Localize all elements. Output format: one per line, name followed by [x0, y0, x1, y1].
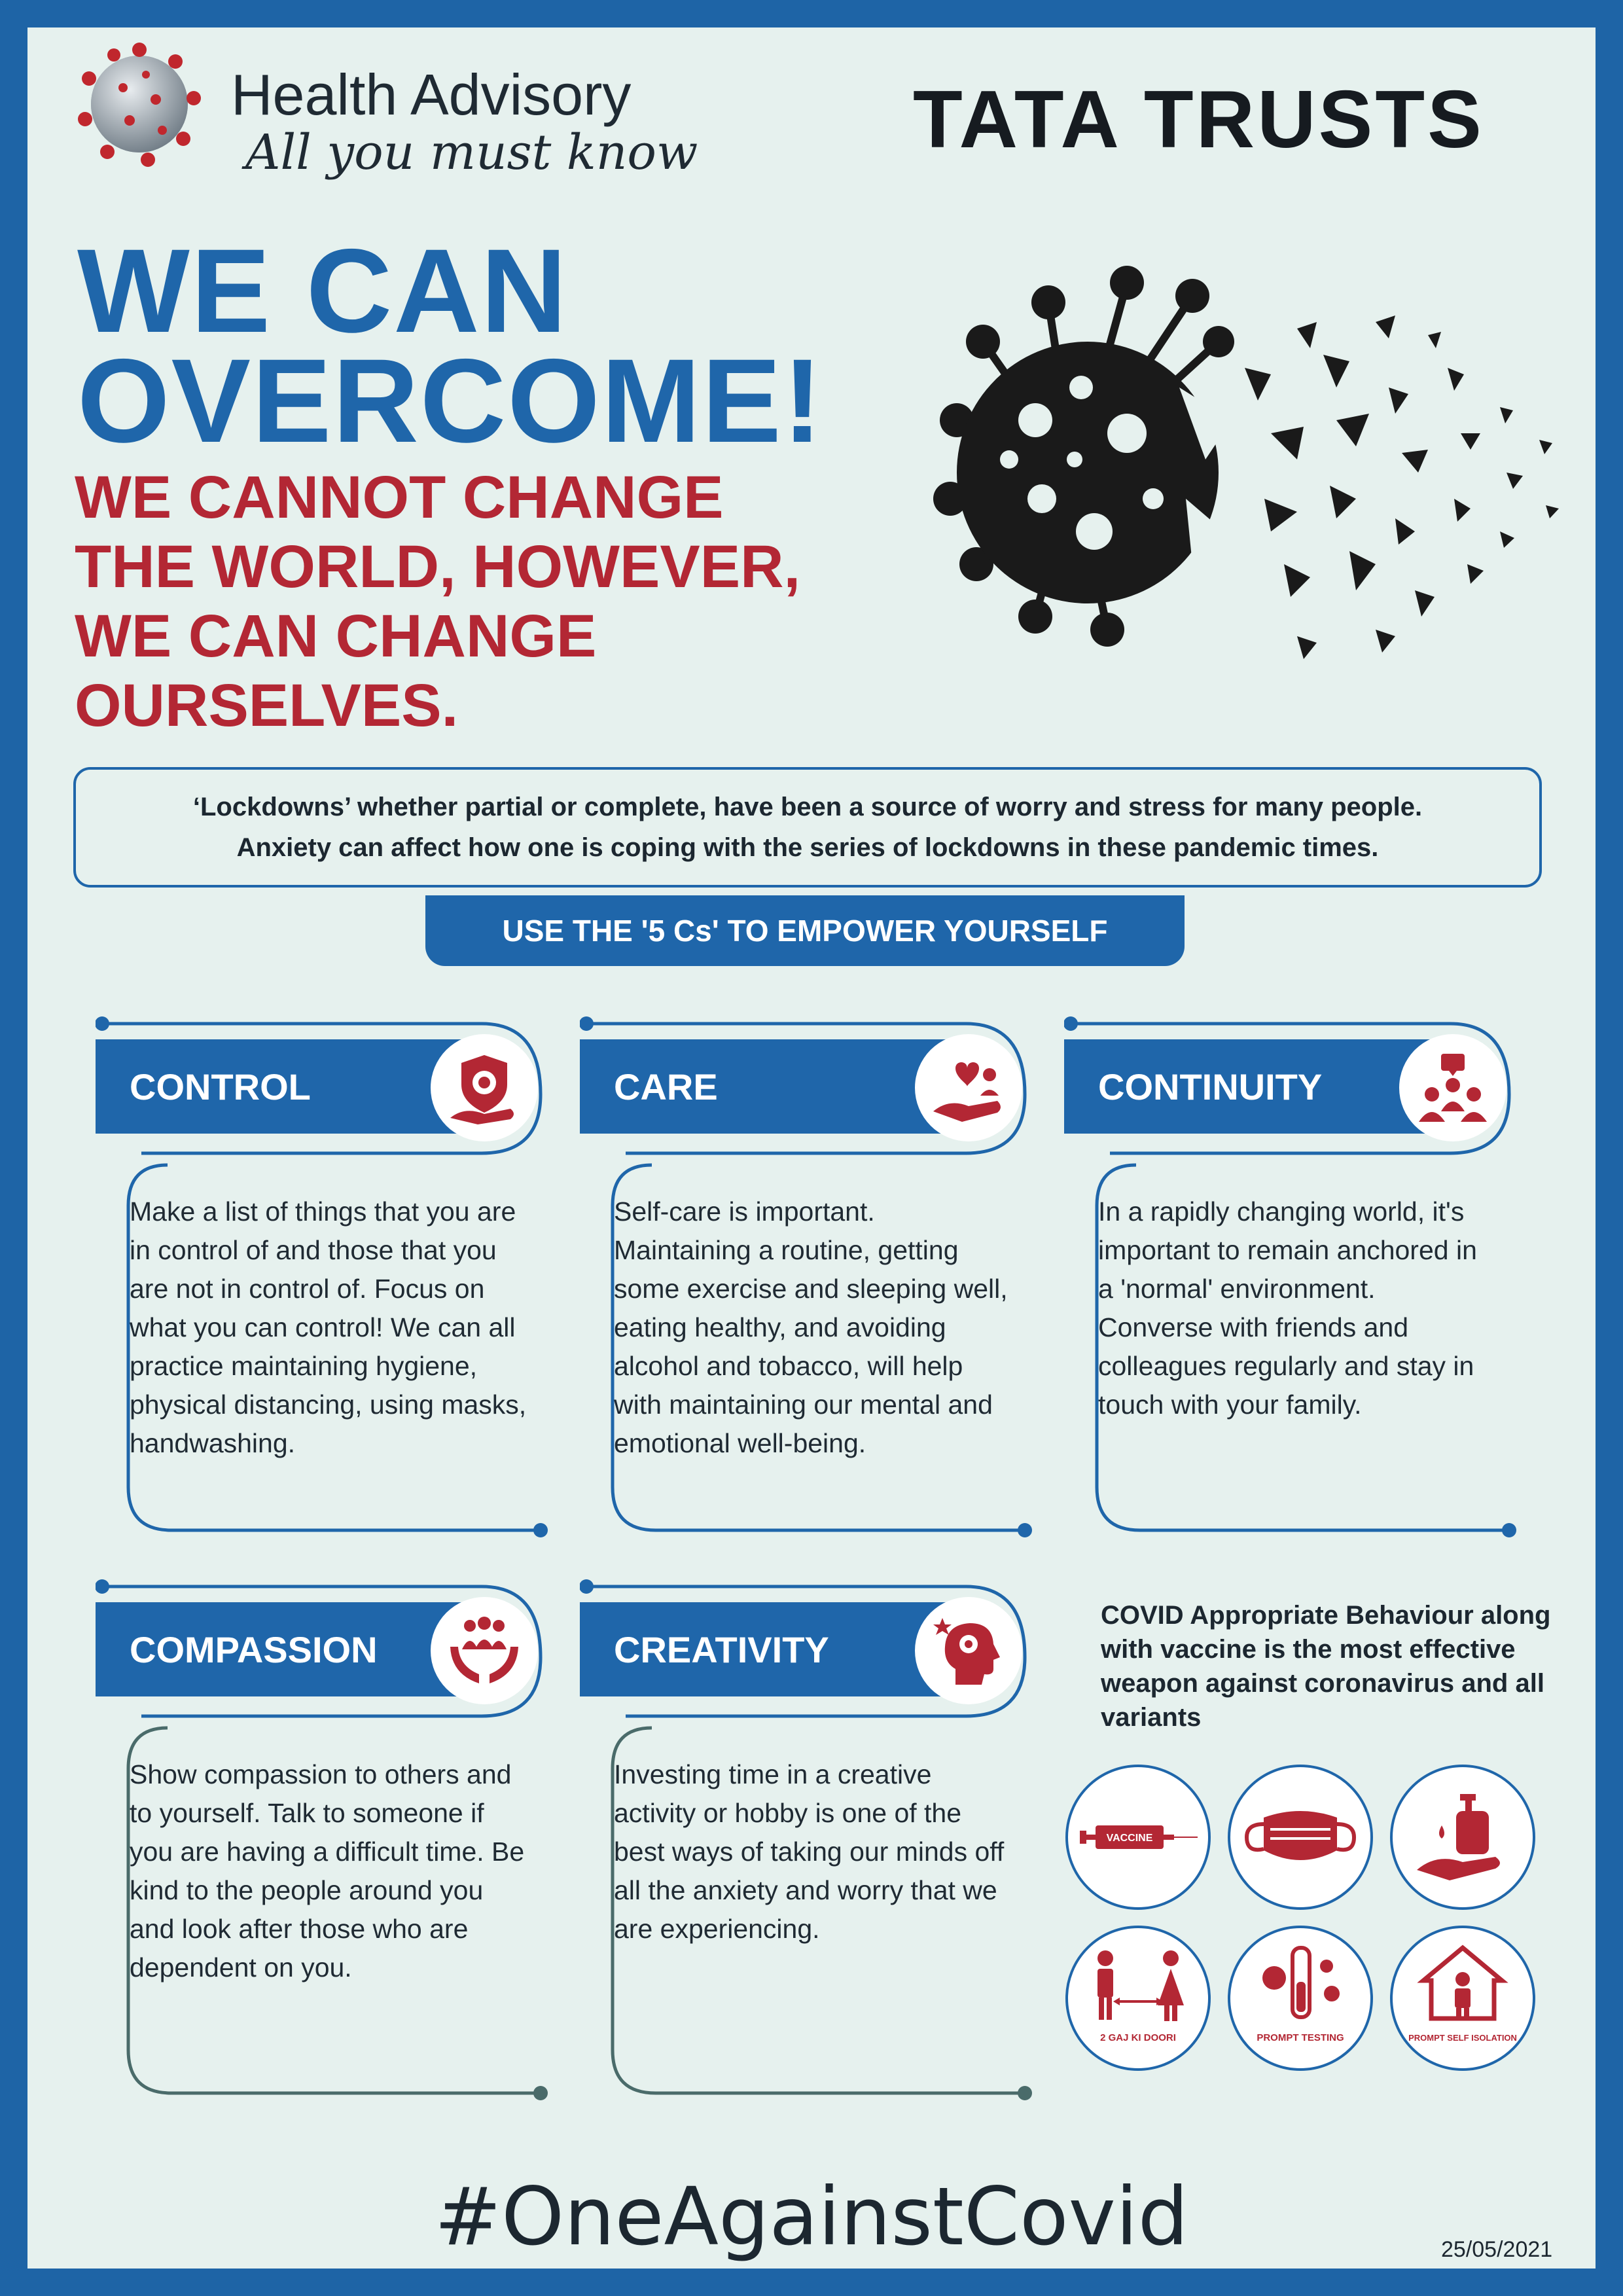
intro-line-2: Anxiety can affect how one is coping with the series of lockdowns in these pandemic times.	[236, 833, 1379, 862]
cab-text: COVID Appropriate Behaviour along with vaccine is the most effective weapon against coronavirus and all variants	[1101, 1601, 1551, 1732]
card-control	[96, 1016, 554, 1552]
card-body: Investing time in a creative activity or hobby is one of the best ways of taking our minds off all the anxiety and worry that we are experiencing.	[614, 1759, 1005, 1944]
card-title: CONTINUITY	[1064, 1039, 1431, 1134]
brand-title: Health Advisory	[231, 62, 632, 127]
card-body: Self-care is important. Maintaining a routine, getting some exercise and sleeping well, eating healthy, and avoiding alcohol and tobacco, will help with maintaining our mental and emotional well-being.	[614, 1196, 1008, 1458]
head-mind-icon	[915, 1597, 1022, 1704]
subhead-line-2: THE WORLD, HOWEVER,	[75, 533, 801, 600]
prompt-testing-icon	[1228, 1926, 1373, 2071]
vaccine-label: VACCINE	[1106, 1833, 1153, 1844]
card-body: Make a list of things that you are in control of and those that you are not in control of. Focus on what you can control! We can all practice maintaining hygiene, physical distancing, using masks, handwashing.	[130, 1196, 527, 1458]
isolation-label: PROMPT SELF ISOLATION	[1408, 2033, 1517, 2043]
card-body: Show compassion to others and to yourself. Talk to someone if you are having a difficult time. Be kind to the people around you and look after those who are dependent on you.	[130, 1759, 525, 1982]
card-creativity	[580, 1579, 1038, 2115]
heart-hand-icon	[915, 1034, 1022, 1141]
headline	[77, 224, 824, 467]
card-continuity	[1064, 1016, 1522, 1552]
card-compassion	[96, 1579, 554, 2115]
card-title: CREATIVITY	[580, 1602, 946, 1696]
five-cs-banner: USE THE '5 Cs' TO EMPOWER YOURSELF	[425, 895, 1185, 966]
shattering-virus-icon	[878, 224, 1585, 721]
distance-people-icon	[1065, 1926, 1211, 2071]
self-isolation-icon	[1390, 1926, 1535, 2071]
virus-logo-icon	[71, 35, 208, 173]
date: 25/05/2021	[1441, 2237, 1553, 2262]
distance-label: 2 GAJ KI DOORI	[1100, 2032, 1176, 2043]
card-title: CONTROL	[96, 1039, 462, 1134]
hashtag: #OneAgainstCovid	[434, 2170, 1189, 2263]
hands-people-icon	[431, 1597, 538, 1704]
brand-subtitle: All you must know	[245, 124, 698, 181]
subhead-line-3: WE CAN CHANGE	[75, 603, 597, 670]
intro-line-1: ‘Lockdowns’ whether partial or complete, have been a source of worry and stress for many people.	[192, 793, 1423, 821]
intro-box	[73, 767, 1542, 888]
shield-hand-icon	[431, 1034, 538, 1141]
card-title: CARE	[580, 1039, 946, 1134]
vaccine-syringe-icon	[1065, 1765, 1211, 1910]
card-title: COMPASSION	[96, 1602, 462, 1696]
subheadline	[75, 463, 860, 740]
sanitizer-hand-icon	[1390, 1765, 1535, 1910]
people-conversation-icon	[1399, 1034, 1507, 1141]
headline-line-2: OVERCOME!	[77, 334, 824, 467]
organization-name: TATA TRUSTS	[913, 75, 1484, 165]
card-care	[580, 1016, 1038, 1552]
poster	[27, 27, 1596, 2269]
testing-label: PROMPT TESTING	[1257, 2032, 1344, 2043]
subhead-line-1: WE CANNOT CHANGE	[75, 464, 724, 531]
card-body: In a rapidly changing world, it's important to remain anchored in a 'normal' environment. Converse with friends and colleagues regularly and stay in touch with your family.	[1098, 1196, 1477, 1420]
headline-line-1: WE CAN	[77, 224, 569, 357]
subhead-line-4: OURSELVES.	[75, 672, 459, 739]
face-mask-icon	[1228, 1765, 1373, 1910]
